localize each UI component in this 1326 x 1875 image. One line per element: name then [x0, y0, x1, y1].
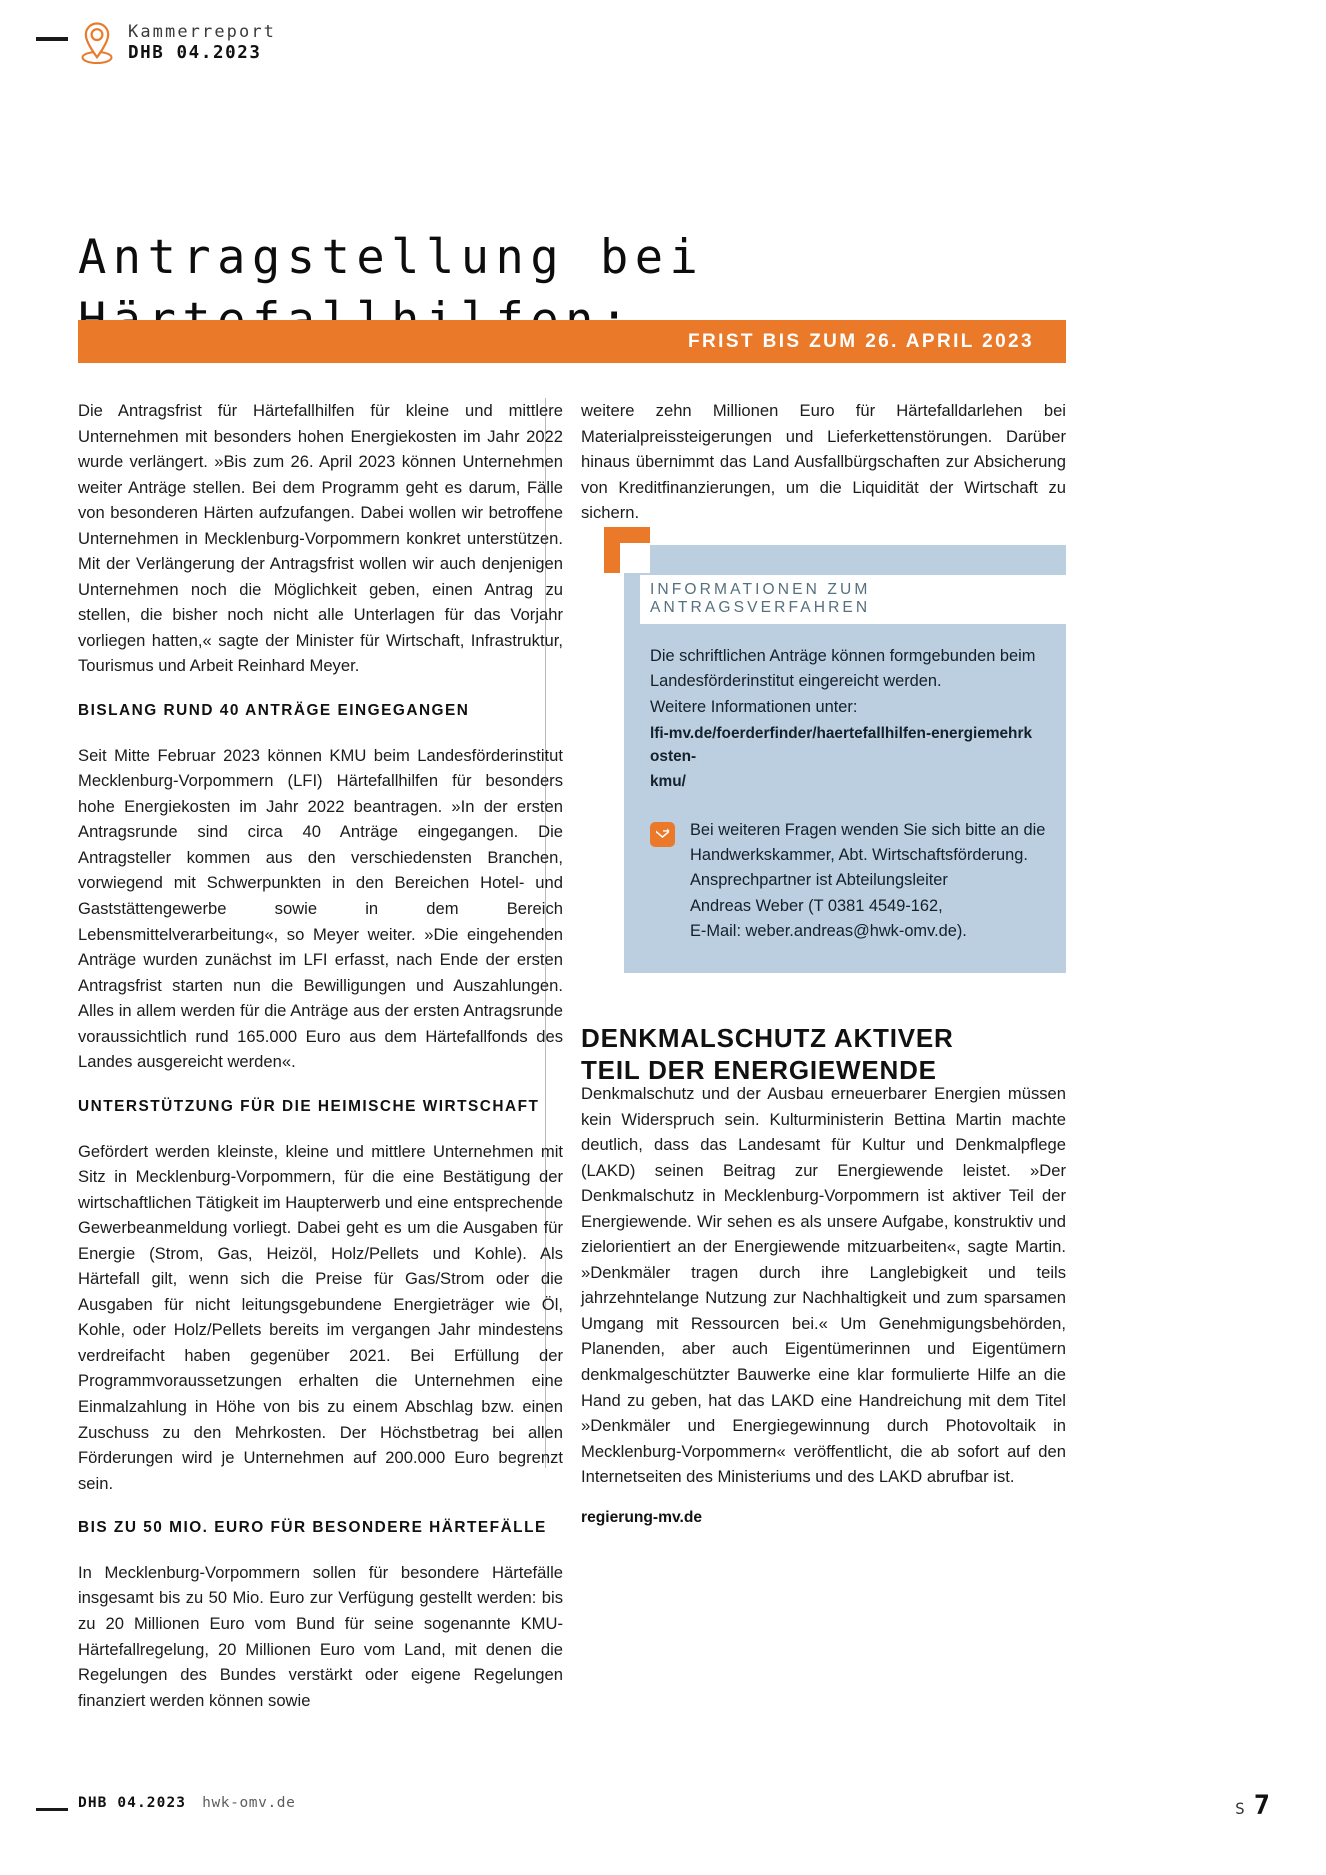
lead-paragraph: Die Antragsfrist für Härtefallhilfen für kleine und mittlere Unternehmen mit besonders hohen Energiekosten im Jahr 2022 wurde verlängert. »Bis zum 26. April 2023 können Unternehmen weiter Anträge stellen. Bei dem Programm geht es darum, Fälle von besonderen Härten aufzufangen. Dabei wollen wir betroffene Unternehmen in Mecklenburg-Vorpommern konkret unterstützen. Mit der Verlängerung der Antragsfrist wollen wir auch denjenigen Unternehmen noch die Möglichkeit geben, einen Antrag zu stellen, die bisher noch nicht alle Unterlagen für das Vorjahr vorliegen hatten,« sagte der Minister für Wirtschaft, Infrastruktur, Tourismus und Arbeit Reinhard Meyer.	[78, 401, 563, 676]
deadline-banner	[78, 320, 1066, 363]
info-box-url-line-2[interactable]: kmu/	[650, 773, 686, 791]
header-kicker: Kammerreport	[128, 22, 277, 43]
info-box-url-line-1[interactable]: lfi-mv.de/foerderfinder/haertefallhilfen-energiemehrkosten-	[650, 725, 1033, 766]
article-two-source[interactable]: regierung-mv.de	[581, 1508, 703, 1526]
page-footer	[78, 1795, 295, 1811]
info-box-contact	[624, 794, 1066, 945]
header-rule	[36, 37, 68, 41]
page-folio	[1235, 1790, 1270, 1821]
article-two-heading-line-1: DENKMALSCHUTZ AKTIVER	[581, 1022, 954, 1053]
paragraph-local-economy-support: Gefördert werden kleinste, kleine und mittlere Unternehmen mit Sitz in Mecklenburg-Vorpommern, für die eine Bestätigung der wirtschaftlichen Tätigkeit im Haupterwerb und eine entsprechende Gewerbeanmeldung vorliegt. Dabei geht es um die Ausgaben für Energie (Strom, Gas, Heizöl, Holz/Pellets und Kohle). Als Härtefall gilt, wenn sich die Preise für Gas/Strom oder die Ausgaben für nicht leitungsgebundene Energieträger wie Öl, Kohle, oder Holz/Pellets bereits im vergangen Jahr mindestens verdreifacht haben gegenüber 2021. Bei Erfüllung der Programmvoraussetzungen erhalten die Unternehmen eine Einmalzahlung in Höhe von bis zu einem Abschlag bzw. einen Zuschuss zu den Mehrkosten. Der Höchstbetrag bei allen Förderungen wird je Unternehmen auf 200.000 Euro begrenzt sein.	[78, 1141, 563, 1493]
contact-line-4: Andreas Weber (T 0381 4549-162,	[690, 896, 943, 915]
footer-issue: DHB 04.2023	[78, 1795, 187, 1811]
folio-prefix: S	[1235, 1799, 1245, 1818]
article-two-heading	[581, 1022, 1071, 1088]
article-left-column	[78, 398, 563, 1713]
contact-line-1: Bei weiteren Fragen wenden Sie sich bitte an die	[690, 820, 1046, 839]
contact-line-3: Ansprechpartner ist Abteilungsleiter	[690, 871, 948, 890]
subhead-fifty-million: BIS ZU 50 MIO. EURO FÜR BESONDERE HÄRTEFÄLLE	[78, 1519, 547, 1537]
contact-line-2: Handwerkskammer, Abt. Wirtschaftsförderung.	[690, 846, 1028, 865]
info-box-body	[624, 624, 1066, 794]
article-two-body	[581, 1081, 1066, 1530]
footer-rule	[36, 1808, 68, 1811]
info-box	[624, 545, 1066, 973]
footer-url[interactable]: hwk-omv.de	[202, 1795, 296, 1811]
info-box-text-1: Die schriftlichen Anträge können formgebunden beim Landesförderinstitut eingereicht werden.	[650, 647, 1036, 691]
page-header	[80, 20, 276, 66]
article-right-column	[581, 398, 1066, 526]
paragraph-fifty-million: In Mecklenburg-Vorpommern sollen für besondere Härtefälle insgesamt bis zu 50 Mio. Euro zur Verfügung gestellt werden: bis zu 20 Millionen Euro vom Bund für seine sogenannte KMU-Härtefallregelung, 20 Millionen Euro vom Land, mit denen die Regelungen des Bundes verstärkt oder eigene Regelungen finanziert werden können sowie	[78, 1562, 563, 1710]
deadline-banner-text: FRIST BIS ZUM 26. APRIL 2023	[688, 330, 1034, 352]
subhead-applications-received: BISLANG RUND 40 ANTRÄGE EINGEGANGEN	[78, 702, 470, 720]
page-title-line-1: Antragstellung bei	[78, 230, 705, 286]
paragraph-continuation: weitere zehn Millionen Euro für Härtefalldarlehen bei Materialpreissteigerungen und Lieferkettenstörungen. Darüber hinaus übernimmt das Land Ausfallbürgschaften zur Absicherung von Kreditfinanzierungen, um die Liquidität der Wirtschaft zu sichern.	[581, 401, 1066, 523]
mail-reply-icon	[650, 822, 675, 847]
article-two-heading-line-2: TEIL DER ENERGIEWENDE	[581, 1055, 937, 1086]
subhead-local-economy-support: UNTERSTÜTZUNG FÜR DIE HEIMISCHE WIRTSCHAFT	[78, 1097, 540, 1115]
info-box-contact-text	[690, 818, 1045, 945]
folio-number: 7	[1253, 1790, 1270, 1821]
location-pin-icon	[80, 20, 114, 66]
paragraph-applications-received: Seit Mitte Februar 2023 können KMU beim Landesförderinstitut Mecklenburg-Vorpommern (LFI) Härtefallhilfen für besonders hohe Energiekosten im Jahr 2022 beantragen. »In der ersten Antragsrunde sind circa 40 Anträge eingegangen. Die Antragsteller kommen aus den verschiedensten Branchen, vorwiegend mit Schwerpunkten in den Bereichen Hotel- und Gaststättengewerbe sowie in dem Bereich Lebensmittelverarbeitung«, so Meyer weiter. »Die eingehenden Anträge wurden zunächst im LFI erfasst, nach Ende der ersten Antragsfrist starten nun die Bewilligungen und Auszahlungen. Alles in allem werden für die Anträge aus der ersten Antragsrunde voraussichtlich rund 165.000 Euro aus dem Härtefallfonds des Landes ausgereicht werden«.	[78, 745, 563, 1072]
info-box-title-strip	[640, 575, 1066, 624]
article-two-paragraph: Denkmalschutz und der Ausbau erneuerbarer Energien müssen kein Widerspruch sein. Kulturministerin Bettina Martin machte deutlich, dass das Landesamt für Kultur und Denkmalpflege (LAKD) seinen Beitrag zur Energiewende leistet. »Der Denkmalschutz in Mecklenburg-Vorpommern ist aktiver Teil der Energiewende. Wir sehen es als unsere Aufgabe, konstruktiv und zielorientiert an der Energiewende mitzuarbeiten«, sagte Martin. »Denkmäler tragen durch ihre Langlebigkeit und teils jahrzehntelange Nutzung zur Nachhaltigkeit und zum sparsamen Umgang mit Ressourcen bei.« Um Genehmigungsbehörden, Planenden, aber auch Eigentümerinnen und Eigentümern denkmalgeschützter Bauwerke eine klar formulierte Hilfe an die Hand zu geben, hat das LAKD eine Handreichung mit dem Titel »Denkmäler und Energiegewinnung durch Photovoltaik in Mecklenburg-Vorpommern« veröffentlicht, die ab sofort auf den Internetseiten des Ministeriums und des LAKD abrufbar ist.	[581, 1084, 1066, 1487]
contact-line-5: E-Mail: weber.andreas@hwk-omv.de).	[690, 922, 967, 941]
info-box-text-2: Weitere Informationen unter:	[650, 697, 858, 716]
header-issue: DHB 04.2023	[128, 42, 262, 63]
info-box-title: INFORMATIONEN ZUM ANTRAGSVERFAHREN	[650, 581, 871, 616]
